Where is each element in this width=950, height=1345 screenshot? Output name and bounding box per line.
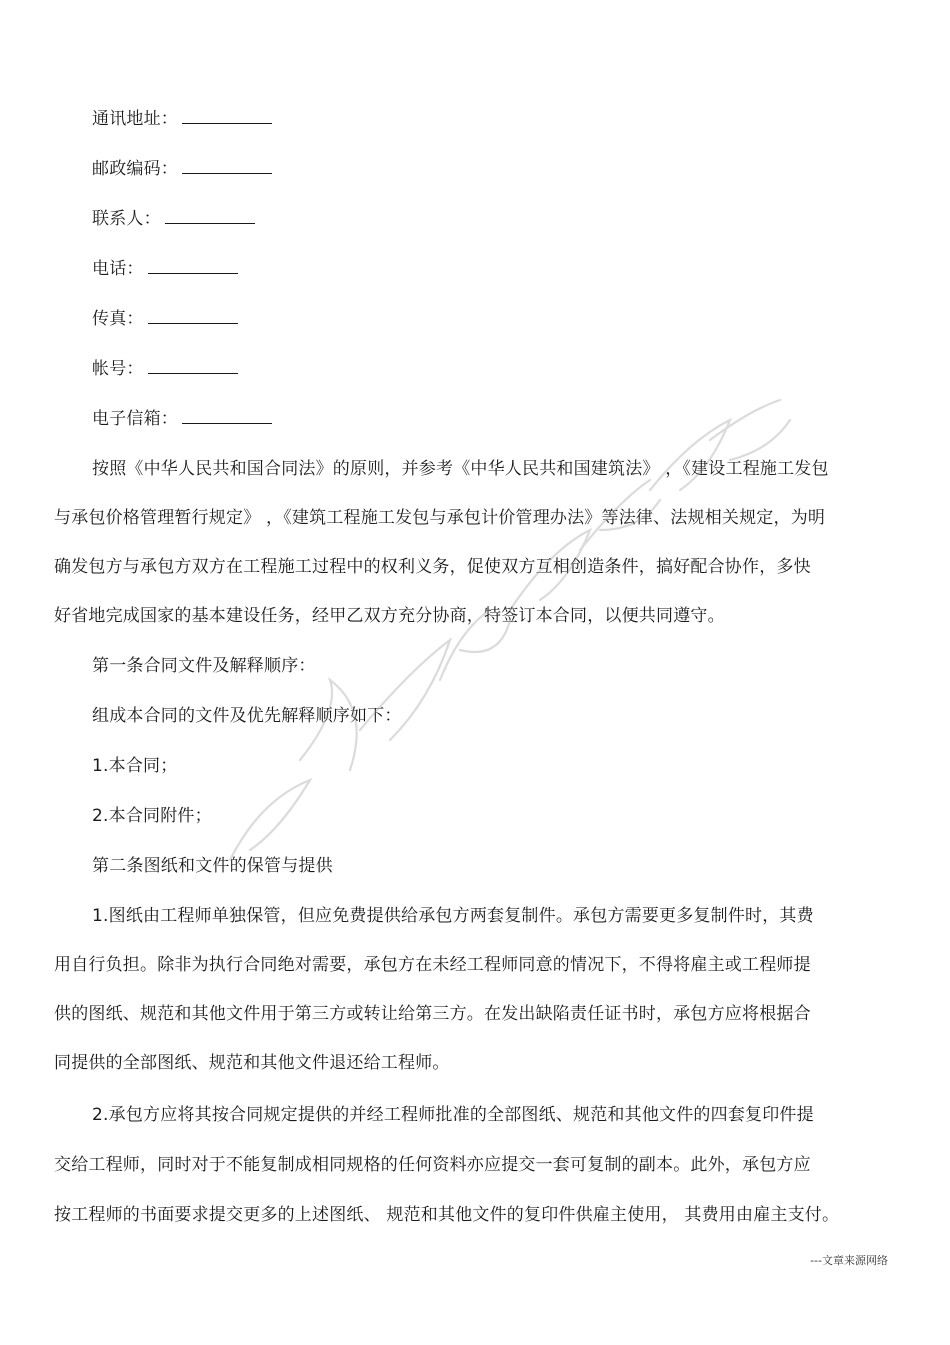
field-label: 联系人： (92, 209, 161, 229)
source-footer: ---文章来源网络 (810, 1254, 888, 1267)
blank-line (182, 109, 272, 124)
blank-line (148, 359, 238, 374)
list-item: 2.本合同附件； (92, 806, 212, 826)
list-item: 1.本合同； (92, 756, 178, 776)
field-label: 电子信箱： (92, 409, 178, 429)
section-heading: 第二条图纸和文件的保管与提供 (92, 856, 333, 876)
field-label: 帐号： (92, 359, 144, 379)
paragraph-line: 好省地完成国家的基本建设任务，经甲乙双方充分协商，特签订本合同，以便共同遵守。 (54, 606, 725, 626)
field-label: 电话： (92, 259, 144, 279)
paragraph-line: 确发包方与承包方双方在工程施工过程中的权利义务，促使双方互相创造条件，搞好配合协作，多快 (54, 557, 811, 577)
blank-line (182, 159, 272, 174)
field-comm-address (92, 108, 272, 130)
blank-line (148, 309, 238, 324)
section-heading: 第一条合同文件及解释顺序： (92, 656, 316, 676)
field-contact (92, 208, 255, 230)
field-phone (92, 258, 238, 280)
field-label: 通讯地址： (92, 109, 178, 129)
paragraph-line: 按照《中华人民共和国合同法》的原则，并参考《中华人民共和国建筑法》 ，《建设工程施工发包 (92, 459, 829, 479)
field-fax (92, 308, 238, 330)
field-postal-code (92, 158, 272, 180)
paragraph-line: 供的图纸、规范和其他文件用于第三方或转让给第三方。在发出缺陷责任证书时，承包方应将根据合 (54, 1004, 811, 1024)
field-account (92, 358, 238, 380)
paragraph-line: 1.图纸由工程师单独保管，但应免费提供给承包方两套复制件。承包方需要更多复制件时，其费 (92, 906, 814, 926)
paragraph-line: 组成本合同的文件及优先解释顺序如下： (92, 706, 402, 726)
paragraph-line: 交给工程师，同时对于不能复制成相同规格的任何资料亦应提交一套可复制的副本。此外，承包方应 (54, 1155, 811, 1175)
paragraph-line: 用自行负担。除非为执行合同绝对需要，承包方在未经工程师同意的情况下，不得将雇主或工程师提 (54, 955, 811, 975)
paragraph-line: 2.承包方应将其按合同规定提供的并经工程师批准的全部图纸、规范和其他文件的四套复印件提 (92, 1105, 814, 1125)
blank-line (165, 209, 255, 224)
blank-line (148, 259, 238, 274)
watermark-calligraphy (190, 380, 810, 900)
paragraph-line: 与承包价格管理暂行规定》 ，《建筑工程施工发包与承包计价管理办法》等法律、法规相关规定，为明 (54, 508, 826, 528)
paragraph-line: 按工程师的书面要求提交更多的上述图纸、 规范和其他文件的复印件供雇主使用， 其费用由雇主支付。 (54, 1205, 840, 1225)
paragraph-line: 同提供的全部图纸、规范和其他文件退还给工程师。 (54, 1053, 450, 1073)
field-label: 邮政编码： (92, 159, 178, 179)
field-label: 传真： (92, 309, 144, 329)
